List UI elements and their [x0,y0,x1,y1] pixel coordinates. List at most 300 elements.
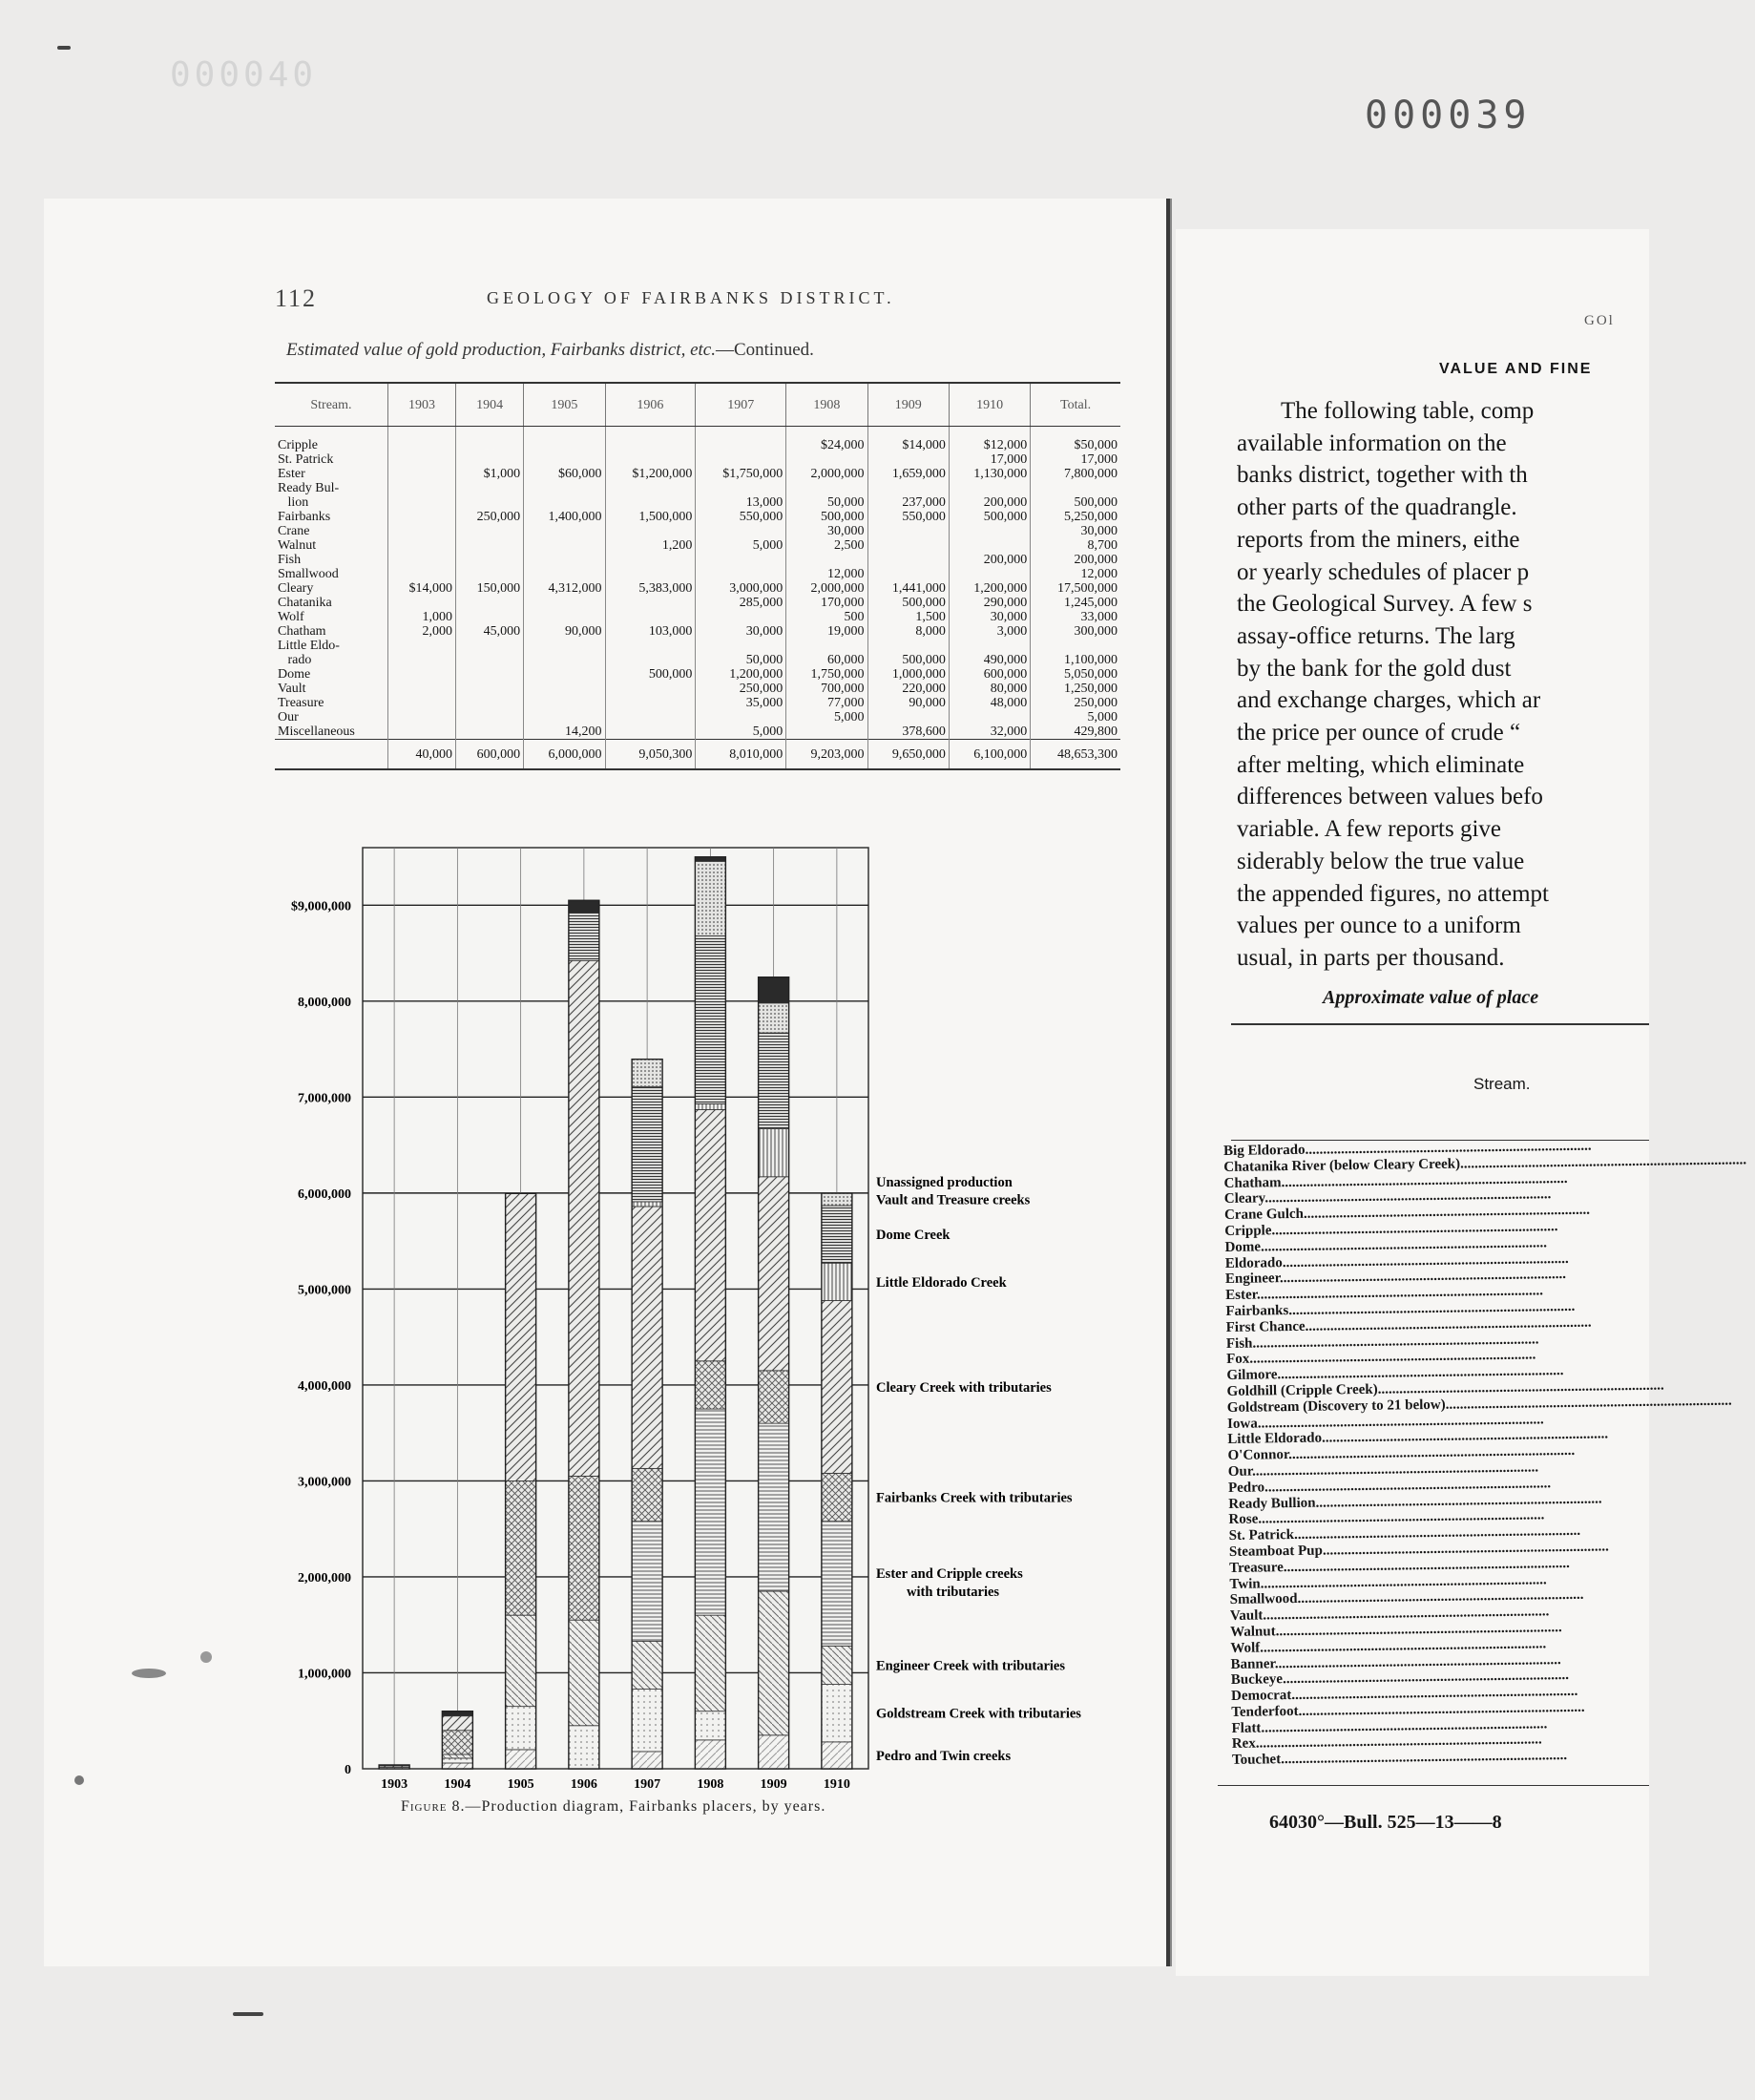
x-tick-label: 1908 [697,1777,724,1792]
stream-list-item: Ester................................................................................ [1225,1283,1544,1304]
bar-segment [442,1712,472,1716]
running-head: GEOLOGY OF FAIRBANKS DISTRICT. [487,288,895,307]
table-total-cell: 48,653,300 [1031,740,1120,770]
leader-dots: ................................................................................ [1281,1748,1568,1768]
table-value-cell: 220,000 [867,682,949,696]
table-value-cell [524,653,605,667]
y-tick-label: 7,000,000 [298,1091,351,1106]
stream-list-item: Fairbanks................................................................................ [1225,1298,1576,1319]
table-stream-cell: Smallwood [278,567,339,581]
table-value-cell: 7,800,000 [1031,467,1120,481]
table-value-cell [387,467,455,481]
table-value-cell: 30,000 [1031,524,1120,538]
table-value-cell [605,639,696,653]
table-value-cell [387,667,455,682]
y-tick-label: $9,000,000 [291,899,351,914]
table-value-cell: 90,000 [524,624,605,639]
stream-list-item: Iowa................................................................................ [1226,1411,1544,1432]
table-value-cell [524,610,605,624]
table-value-cell: $14,000 [867,438,949,452]
table-value-cell: 1,200 [605,538,696,553]
table-value-cell [605,710,696,724]
leader-dots: ................................................................................ [1281,1170,1568,1190]
stream-list-item: Flatt................................................................................ [1231,1716,1548,1736]
table-value-cell [867,538,949,553]
right-page-footer: 64030°—Bull. 525—13——8 [1269,1812,1502,1833]
legend-label: Fairbanks Creek with tributaries [876,1490,1073,1506]
table-header-cell: 1906 [605,383,696,427]
stream-list-item: Chatanika River (below Cleary Creek)................................................................................ [1223,1152,1747,1175]
leader-dots: ................................................................................ [1249,1347,1536,1367]
table-row [275,553,1120,567]
table-value-cell [524,438,605,452]
bar-segment [506,1480,536,1615]
table-value-cell: 290,000 [949,596,1030,610]
table-row [275,610,1120,624]
table-value-cell [456,452,524,467]
leader-dots: ................................................................................ [1271,1219,1558,1239]
table-value-cell: 17,000 [949,452,1030,467]
stream-list-item: Smallwood................................................................................ [1229,1587,1584,1608]
table-value-cell: 48,000 [949,696,1030,710]
table-value-cell: 13,000 [696,495,786,510]
legend-label-line: with tributaries [907,1584,1000,1600]
bar-segment [822,1522,852,1647]
leader-dots: ................................................................................ [1459,1152,1747,1172]
chart-legend [876,1175,1081,1764]
bar-segment [506,1707,536,1750]
table-value-cell: 5,383,000 [605,581,696,596]
paragraph-line: after melting, which eliminate [1237,751,1525,778]
production-table [275,382,1120,770]
table-row [275,653,1120,667]
legend-label: Unassigned production [876,1175,1013,1191]
stream-list-item: Crane Gulch................................................................................ [1223,1202,1591,1224]
paragraph-line: The following table, comp [1281,398,1535,424]
leader-dots: ................................................................................ [1252,1331,1539,1352]
table-value-cell [605,481,696,495]
table-total-cell: 9,203,000 [786,740,867,770]
table-value-cell: $1,000 [456,467,524,481]
table-row [275,481,1120,495]
bar-segment [569,1476,599,1620]
leader-dots: ................................................................................ [1260,1571,1547,1592]
table-value-cell: 5,000 [696,724,786,740]
leader-dots: ................................................................................ [1282,1668,1570,1688]
stream-list-item: Walnut................................................................................ [1230,1620,1562,1640]
y-tick-label: 4,000,000 [298,1378,351,1394]
table-header-cell: 1903 [387,383,455,427]
table-value-cell: 200,000 [949,553,1030,567]
table-value-cell [387,639,455,653]
table-value-cell: 90,000 [867,696,949,710]
leader-dots: ................................................................................ [1251,1460,1539,1480]
leader-dots: ................................................................................ [1275,1620,1562,1640]
table-value-cell: $24,000 [786,438,867,452]
table-value-cell [605,610,696,624]
table-value-cell [524,596,605,610]
table-body [275,427,1120,770]
leader-dots: ................................................................................ [1445,1393,1732,1413]
stream-list-item: Touchet................................................................................ [1231,1748,1568,1769]
bar-segment [822,1263,852,1300]
table-value-cell [387,524,455,538]
table-value-cell [1031,639,1120,653]
leader-dots: ................................................................................ [1305,1314,1592,1334]
leader-dots: ................................................................................ [1260,1636,1547,1656]
table-caption-text: Estimated value of gold production, Fairbanks district, etc. [286,340,716,360]
table-value-cell [605,553,696,567]
table-value-cell [786,553,867,567]
table-value-cell: 8,700 [1031,538,1120,553]
leader-dots: ................................................................................ [1255,1732,1542,1753]
table-value-cell: 35,000 [696,696,786,710]
table-row [275,696,1120,710]
table-value-cell [696,639,786,653]
table-value-cell [786,639,867,653]
table-row [275,581,1120,596]
table-value-cell [949,567,1030,581]
stream-list-item: Eldorado................................................................................ [1224,1250,1569,1271]
table-header-cell: Total. [1031,383,1120,427]
table-value-cell [786,481,867,495]
x-tick-label: 1904 [444,1777,471,1792]
leader-dots: ................................................................................ [1258,1507,1545,1527]
table-value-cell: 5,000 [696,538,786,553]
table-value-cell [949,538,1030,553]
table-stream-cell: Dome [278,667,311,682]
table-value-cell: 19,000 [786,624,867,639]
bar-segment [695,1103,725,1109]
stream-list-item: Little Eldorado................................................................................ [1227,1426,1609,1448]
table-value-cell [696,610,786,624]
table-stream-cell: Treasure [278,696,324,710]
table-value-cell [387,481,455,495]
leader-dots: ................................................................................ [1321,1426,1609,1446]
stream-list-item: Rex................................................................................ [1231,1732,1542,1753]
table-value-cell: 1,250,000 [1031,682,1120,696]
page-number: 112 [275,284,318,312]
table-row [275,538,1120,553]
right-page-paragraph [1237,395,1638,975]
table-total-cell: 9,050,300 [605,740,696,770]
table-value-cell [387,495,455,510]
table-value-cell: 700,000 [786,682,867,696]
table-stream-cell: Miscellaneous [278,724,355,739]
table-stream-cell: Cripple [278,438,318,452]
bar-segment [695,1361,725,1409]
bar-segment [442,1754,472,1758]
paragraph-line: and exchange charges, which ar [1237,687,1541,714]
table-value-cell: 30,000 [949,610,1030,624]
table-value-cell [605,696,696,710]
table-row [275,639,1120,653]
bar-segment [822,1742,852,1769]
table-value-cell [456,553,524,567]
bar-segment [695,1740,725,1769]
leader-dots: ................................................................................ [1298,1699,1585,1719]
table-value-cell [456,495,524,510]
table-value-cell [524,524,605,538]
table-value-cell: 12,000 [786,567,867,581]
stream-list-item: Tenderfoot................................................................................ [1231,1699,1585,1720]
scan-speck [74,1775,84,1785]
bar-segment [442,1763,472,1769]
table-stream-cell: Vault [278,682,306,696]
table-header-cell: 1907 [696,383,786,427]
leader-dots: ................................................................................ [1256,1283,1544,1303]
table-value-cell: 5,250,000 [1031,510,1120,524]
table-value-cell [387,510,455,524]
table-value-cell [1031,481,1120,495]
table-value-cell: 50,000 [786,495,867,510]
table-row [275,667,1120,682]
table-value-cell: 1,400,000 [524,510,605,524]
y-tick-label: 3,000,000 [298,1475,351,1490]
leader-dots: ................................................................................ [1261,1716,1548,1736]
table-row [275,567,1120,581]
chart-y-tick-labels [291,899,351,1777]
stream-list-item: Banner................................................................................ [1230,1651,1561,1672]
table-value-cell [696,524,786,538]
table-value-cell: 170,000 [786,596,867,610]
table-value-cell: 5,000 [786,710,867,724]
leader-dots: ................................................................................ [1297,1587,1584,1607]
table-value-cell: 8,000 [867,624,949,639]
leader-dots: ................................................................................ [1377,1377,1664,1397]
table-value-cell: 500,000 [867,653,949,667]
table-stream-cell: Ready Bul- [278,481,340,495]
table-value-cell [696,553,786,567]
table-spacer-cell [456,427,524,439]
table-value-cell [867,553,949,567]
table-value-cell [524,452,605,467]
table-value-cell [605,567,696,581]
right-page-running-head: GOl [1584,313,1615,328]
table-value-cell: 250,000 [696,682,786,696]
right-table-stream-header: Stream. [1473,1075,1531,1093]
table-header-cell: 1910 [949,383,1030,427]
table-spacer-cell [949,427,1030,439]
bar-segment [822,1300,852,1473]
table-caption-continued: —Continued. [715,340,814,360]
table-value-cell [867,567,949,581]
table-value-cell [387,724,455,740]
leader-dots: ................................................................................ [1291,1683,1578,1704]
y-tick-label: 2,000,000 [298,1570,351,1586]
leader-dots: ................................................................................ [1274,1651,1561,1671]
table-value-cell [605,495,696,510]
table-value-cell: 80,000 [949,682,1030,696]
leader-dots: ................................................................................ [1288,1298,1576,1319]
table-stream-cell: rado [278,653,312,667]
paragraph-line: values per ounce to a uniform [1237,913,1521,939]
legend-label: Dome Creek [876,1228,951,1244]
table-value-cell [605,452,696,467]
table-spacer-cell [786,427,867,439]
stream-list-item: Goldhill (Cripple Creek)................................................................................ [1226,1377,1664,1399]
legend-label-line: Ester and Cripple creeks [876,1565,1023,1582]
leader-dots: ................................................................................ [1322,1539,1609,1559]
table-value-cell [605,653,696,667]
stream-list-item: Buckeye................................................................................ [1230,1668,1570,1689]
table-value-cell [456,567,524,581]
stream-list-item: Twin................................................................................ [1229,1571,1547,1592]
chart-x-tick-labels [381,1777,850,1792]
y-tick-label: 0 [345,1763,351,1777]
table-stream-cell: St. Patrick [278,452,334,467]
bar-segment [506,1750,536,1769]
table-row [275,510,1120,524]
leader-dots: ................................................................................ [1305,1138,1592,1158]
table-stream-cell: Little Eldo- [278,639,340,653]
table-value-cell [456,596,524,610]
bar-segment [506,1193,536,1480]
leader-dots: ................................................................................ [1315,1491,1602,1511]
legend-label: Little Eldorado Creek [876,1274,1007,1291]
bar-segment [632,1060,662,1087]
table-value-cell [524,553,605,567]
stream-list-item: Chatham................................................................................ [1223,1170,1568,1191]
table-value-cell: 60,000 [786,653,867,667]
y-tick-label: 8,000,000 [298,995,351,1010]
table-row [275,495,1120,510]
table-value-cell [949,710,1030,724]
table-value-cell [456,724,524,740]
table-value-cell: 250,000 [456,510,524,524]
paragraph-line: variable. A few reports give [1237,816,1501,843]
table-value-cell: $60,000 [524,467,605,481]
table-value-cell [456,682,524,696]
figure-caption-text: —Production diagram, Fairbanks placers, by years. [465,1798,826,1815]
table-row [275,596,1120,610]
table-stream-cell: Fish [278,553,302,567]
leader-dots: ................................................................................ [1288,1443,1576,1463]
table-spacer-cell [605,427,696,439]
table-value-cell [456,481,524,495]
table-value-cell: 1,000,000 [867,667,949,682]
table-value-cell: $1,200,000 [605,467,696,481]
table-value-cell [605,724,696,740]
legend-label: Goldstream Creek with tributaries [876,1706,1081,1722]
table-spacer-row [275,427,1120,439]
stream-list-item: Democrat................................................................................ [1230,1683,1578,1705]
table-value-cell [456,610,524,624]
scan-speck [200,1651,212,1663]
table-header-cell: 1909 [867,383,949,427]
bar-segment [569,1726,599,1769]
table-header-cell: 1905 [524,383,605,427]
bar-segment [822,1646,852,1684]
bar-segment [759,1371,789,1423]
table-value-cell: 17,500,000 [1031,581,1120,596]
bar-segment [632,1641,662,1689]
table-value-cell [387,696,455,710]
paragraph-line: the appended figures, no attempt [1237,880,1549,907]
table-value-cell [524,696,605,710]
table-value-cell [786,452,867,467]
table-value-cell [387,710,455,724]
bar-segment [695,1712,725,1740]
table-value-cell: 14,200 [524,724,605,740]
bar-segment [759,1177,789,1371]
bar-segment [569,913,599,960]
table-stream-cell: Cleary [278,581,314,596]
bar-segment [442,1758,472,1763]
table-stream-cell: Crane [278,524,310,538]
table-value-cell: 550,000 [696,510,786,524]
table-total-cell [275,740,387,770]
right-page-section-heading: VALUE AND FINE [1439,361,1593,377]
table-value-cell [456,438,524,452]
bar-segment [759,1033,789,1129]
table-value-cell: 200,000 [949,495,1030,510]
scan-speck [132,1669,166,1678]
x-tick-label: 1909 [760,1777,787,1792]
paragraph-line: assay-office returns. The larg [1237,622,1515,649]
leader-dots: ................................................................................ [1303,1202,1591,1223]
x-tick-label: 1903 [381,1777,408,1792]
stream-list-item: Big Eldorado................................................................................ [1223,1138,1592,1159]
table-header-cell: Stream. [275,383,387,427]
bar-segment [759,1003,789,1033]
table-value-cell: $14,000 [387,581,455,596]
bar-segment [695,1409,725,1615]
table-total-cell: 600,000 [456,740,524,770]
table-value-cell [605,682,696,696]
table-stream-cell: Our [278,710,299,724]
bar-segment [759,1591,789,1735]
stream-list-item: First Chance................................................................................ [1225,1314,1592,1335]
table-value-cell: 150,000 [456,581,524,596]
table-value-cell [524,495,605,510]
leader-dots: ................................................................................ [1277,1363,1564,1383]
table-stream-cell: lion [278,495,309,510]
stream-list-item: Gilmore................................................................................ [1226,1363,1564,1384]
table-value-cell [867,481,949,495]
leader-dots: ................................................................................ [1264,1186,1552,1207]
table-value-cell: 550,000 [867,510,949,524]
leader-dots: ................................................................................ [1264,1475,1552,1496]
x-tick-label: 1907 [634,1777,661,1792]
table-value-cell: 378,600 [867,724,949,740]
stream-list-item: Our................................................................................ [1227,1460,1539,1480]
ghost-archive-number: 000040 [170,55,318,94]
table-total-cell: 9,650,000 [867,740,949,770]
table-header-row [275,383,1120,427]
table-value-cell: 2,000,000 [786,467,867,481]
table-value-cell: 5,000 [1031,710,1120,724]
table-value-cell [387,682,455,696]
bar-segment [442,1731,472,1754]
table-row [275,624,1120,639]
table-stream-cell: Walnut [278,538,317,553]
table-total-cell: 40,000 [387,740,455,770]
table-value-cell [456,538,524,553]
table-value-cell: 12,000 [1031,567,1120,581]
table-total-row [275,740,1120,770]
leader-dots: ................................................................................ [1283,1555,1570,1575]
table-stream-cell: Ester [278,467,305,481]
scan-speck [57,46,71,50]
table-value-cell [867,639,949,653]
bar-segment [759,1735,789,1769]
table-value-cell: 1,441,000 [867,581,949,596]
table-value-cell [605,524,696,538]
archive-stamp-number: 000039 [1365,94,1532,137]
table-value-cell: 237,000 [867,495,949,510]
chart-grid [363,848,868,1769]
